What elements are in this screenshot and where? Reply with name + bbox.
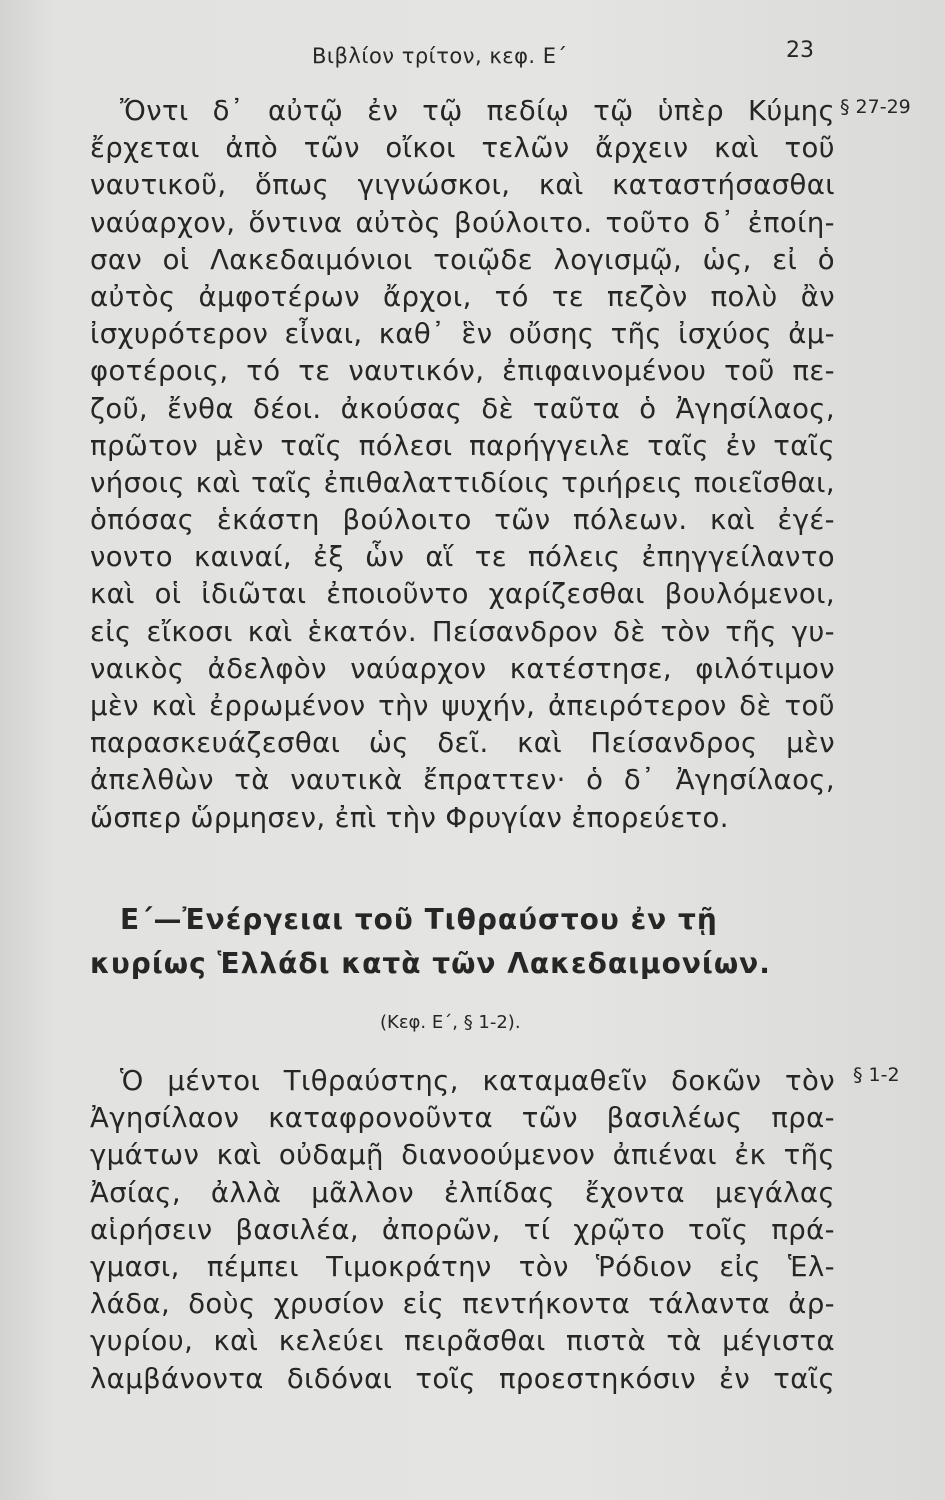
text-line: αἱρήσειν βασιλέα, ἀπορῶν, τί χρῷτο τοῖς πρά- bbox=[90, 1213, 835, 1246]
text-line: ναύαρχον, ὅντινα αὐτὸς βούλοιτο. τοῦτο δ᾽ ἐποίη- bbox=[90, 206, 835, 239]
section-heading-line: Ε΄—Ἐνέργειαι τοῦ Τιθραύστου ἐν τῇ bbox=[120, 903, 718, 936]
paragraph-1 bbox=[90, 93, 835, 837]
text-line: νοντο καιναί, ἐξ ὧν αἵ τε πόλεις ἐπηγγείλαντο bbox=[90, 541, 835, 574]
text-line: ὥσπερ ὥρμησεν, ἐπὶ τὴν Φρυγίαν ἐπορεύετο. bbox=[90, 801, 729, 834]
text-line: γμάτων καὶ οὐδαμῇ διανοούμενον ἀπιέναι ἐκ τῆς bbox=[90, 1139, 835, 1172]
text-line: εἰς εἴκοσι καὶ ἑκατόν. Πείσανδρον δὲ τὸν τῆς γυ- bbox=[90, 615, 835, 648]
text-line: Ὁ μέντοι Τιθραύστης, καταμαθεῖν δοκῶν τὸν bbox=[120, 1065, 835, 1097]
text-line: ναικὸς ἀδελφὸν ναύαρχον κατέστησε, φιλότιμον bbox=[90, 652, 835, 685]
text-line: ἰσχυρότερον εἶναι, καθ᾽ ἓν οὔσης τῆς ἰσχύος ἀμ- bbox=[90, 318, 835, 351]
section-chapter-ref: (Κεφ. Ε΄, § 1-2). bbox=[380, 1012, 521, 1033]
text-line: φοτέροις, τό τε ναυτικόν, ἐπιφαινομένου τοῦ πε- bbox=[90, 355, 835, 388]
text-line: καὶ οἱ ἰδιῶται ἐποιοῦντο χαρίζεσθαι βουλόμενοι, bbox=[90, 578, 835, 611]
text-line: ὁπόσας ἑκάστη βούλοιτο τῶν πόλεων. καὶ ἐγέ- bbox=[90, 504, 835, 537]
margin-section-ref: § 1-2 bbox=[853, 1064, 900, 1086]
running-head bbox=[0, 38, 945, 78]
text-line: Ἀγησίλαον καταφρονοῦντα τῶν βασιλέως πρα- bbox=[90, 1102, 835, 1135]
text-line: ἀπελθὼν τὰ ναυτικὰ ἔπραττεν· ὁ δ᾽ Ἀγησίλαος, bbox=[90, 764, 835, 797]
text-line: γμασι, πέμπει Τιμοκράτην τὸν Ῥόδιον εἰς Ἑλ- bbox=[90, 1250, 835, 1283]
section-heading-line: κυρίως Ἑλλάδι κατὰ τῶν Λακεδαιμονίων. bbox=[90, 947, 771, 980]
section-heading bbox=[90, 898, 820, 986]
text-line: νήσοις καὶ ταῖς ἐπιθαλαττιδίοις τριήρεις ποιεῖσθαι, bbox=[90, 466, 835, 499]
text-line: γυρίου, καὶ κελεύει πειρᾶσθαι πιστὰ τὰ μέγιστα bbox=[90, 1325, 835, 1358]
margin-section-ref: § 27-29 bbox=[840, 96, 911, 118]
text-line: λάδα, δοὺς χρυσίον εἰς πεντήκοντα τάλαντα ἀρ- bbox=[90, 1288, 835, 1321]
text-line: αὐτὸς ἀμφοτέρων ἄρχοι, τό τε πεζὸν πολὺ ἂν bbox=[90, 280, 835, 313]
text-line: Ὄντι δ᾽ αὐτῷ ἐν τῷ πεδίῳ τῷ ὑπὲρ Κύμης bbox=[120, 95, 835, 127]
text-line: Ἀσίας, ἀλλὰ μᾶλλον ἐλπίδας ἔχοντα μεγάλας bbox=[90, 1176, 835, 1209]
text-line: μὲν καὶ ἐρρωμένον τὴν ψυχήν, ἀπειρότερον δὲ τοῦ bbox=[90, 690, 835, 722]
running-title: Βιβλίον τρίτον, κεφ. Ε΄ bbox=[312, 44, 568, 68]
text-line: ναυτικοῦ, ὅπως γιγνώσκοι, καὶ καταστήσασθαι bbox=[90, 169, 835, 202]
text-line: παρασκευάζεσθαι ὡς δεῖ. καὶ Πείσανδρος μὲν bbox=[90, 727, 835, 760]
paragraph-2 bbox=[90, 1063, 835, 1398]
text-line: ἔρχεται ἀπὸ τῶν οἴκοι τελῶν ἄρχειν καὶ τοῦ bbox=[90, 132, 835, 165]
text-line: πρῶτον μὲν ταῖς πόλεσι παρήγγειλε ταῖς ἐν ταῖς bbox=[90, 429, 835, 462]
text-line: σαν οἱ Λακεδαιμόνιοι τοιῷδε λογισμῷ, ὡς, εἰ ὁ bbox=[90, 243, 835, 276]
text-line: ζοῦ, ἔνθα δέοι. ἀκούσας δὲ ταῦτα ὁ Ἀγησίλαος, bbox=[90, 392, 835, 425]
text-line: λαμβάνοντα διδόναι τοῖς προεστηκόσιν ἐν ταῖς bbox=[90, 1362, 835, 1395]
page-number: 23 bbox=[786, 38, 814, 63]
